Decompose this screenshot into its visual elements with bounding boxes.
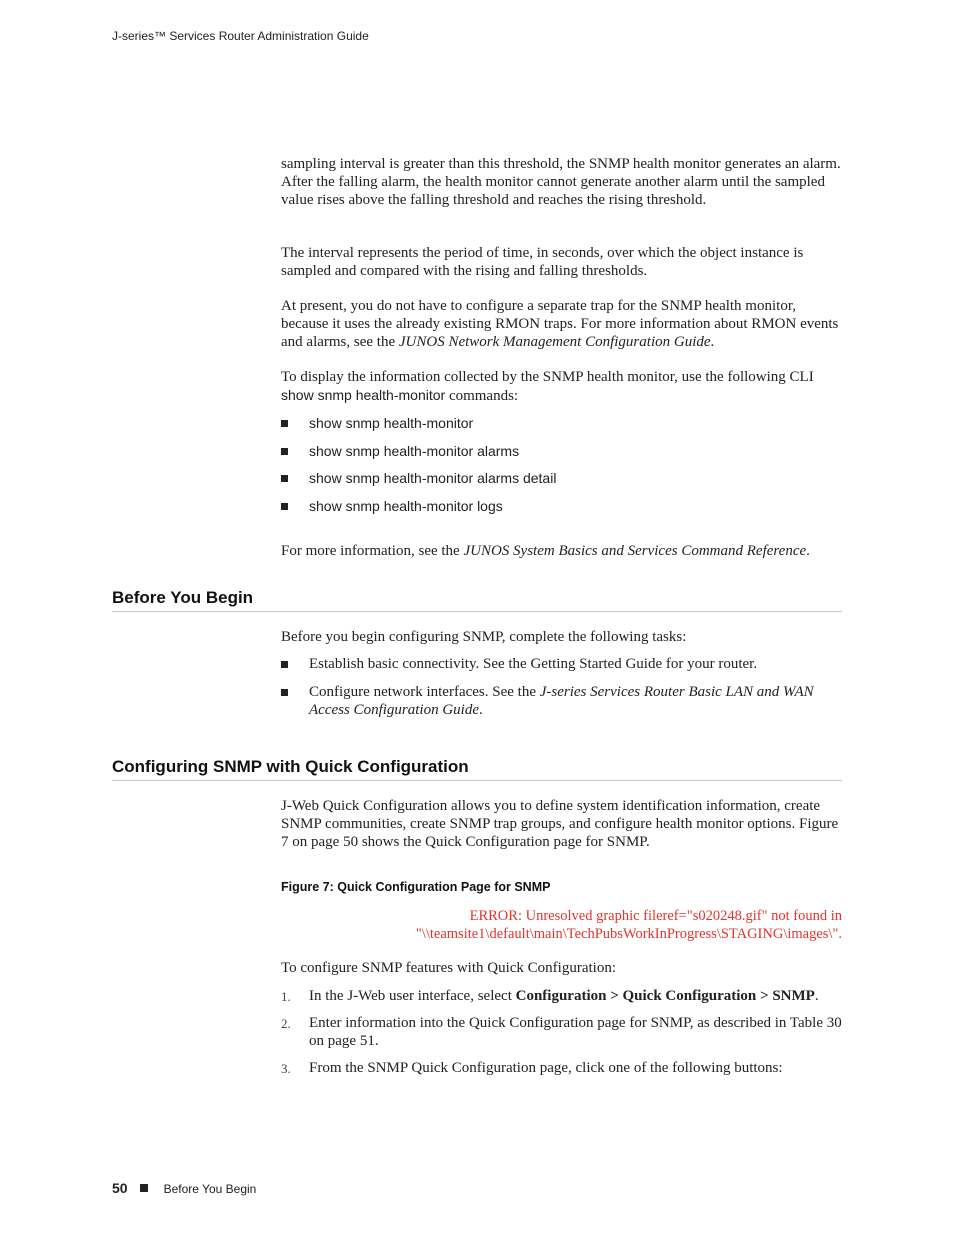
paragraph-text: . [710, 334, 715, 350]
list-item-text [309, 987, 842, 1005]
section-heading-text: Before You Begin [112, 588, 254, 607]
paragraph-text: To display the information collected by the SNMP health monitor, use the following CLI [281, 369, 814, 385]
doc-reference-link[interactable]: J-series Services Router Basic LAN and WAN Access Configuration Guide [309, 684, 814, 718]
section-heading-text: Configuring SNMP with Quick Configuration [112, 757, 469, 776]
paragraph-text: J-Web Quick Configuration allows you to define system identification information, create SNMP communities, create SNMP trap groups, and configure health monitor options. Figure 7 on page 50 shows the Quick Configuration page for SNMP. [281, 798, 839, 850]
paragraph-text: commands: [445, 388, 519, 404]
ui-menu-path: Configuration > Quick Configuration > SNMP [515, 988, 815, 1004]
paragraph-text: . [478, 702, 483, 718]
cli-command: show snmp health-monitor alarms detail [309, 470, 557, 486]
paragraph-more-info [281, 542, 842, 560]
step-number: 3. [281, 1061, 291, 1076]
paragraph-threshold [281, 155, 842, 209]
footer-square-icon [140, 1184, 148, 1192]
paragraph-text: For more information, see the [281, 543, 464, 559]
section-heading-quick-configuration [112, 757, 842, 781]
figure-caption: Figure 7: Quick Configuration Page for SNMP [281, 880, 551, 894]
error-line: ERROR: Unresolved graphic fileref="s020248.gif" not found in [469, 908, 842, 924]
footer-section-title: Before You Begin [163, 1182, 257, 1196]
bullet-square-icon [281, 661, 288, 668]
paragraph-text: In the J-Web user interface, select [309, 988, 516, 1004]
section-heading-before-you-begin [112, 588, 842, 612]
doc-reference-link[interactable]: JUNOS Network Management Configuration Guide [398, 334, 711, 350]
bullet-square-icon [281, 420, 288, 427]
paragraph-interval [281, 244, 842, 280]
paragraph-text: Before you begin configuring SNMP, complete the following tasks: [281, 629, 687, 645]
paragraph-text: . [806, 543, 810, 559]
paragraph-text: Configure network interfaces. See the [309, 684, 540, 700]
cli-command: show snmp health-monitor logs [309, 498, 503, 514]
cli-command: show snmp health-monitor alarms [309, 443, 520, 459]
step-number: 1. [281, 989, 291, 1004]
paragraph-text: To configure SNMP features with Quick Configuration: [281, 960, 617, 976]
step-number: 2. [281, 1016, 291, 1031]
paragraph-rmon-traps [281, 297, 842, 351]
list-item-text: From the SNMP Quick Configuration page, click one of the following buttons: [309, 1060, 783, 1076]
paragraph-before-lead [281, 628, 842, 646]
bullet-square-icon [281, 689, 288, 696]
list-item-text: Enter information into the Quick Configuration page for SNMP, as described in Table 30 on page 51. [309, 1015, 842, 1049]
bullet-square-icon [281, 503, 288, 510]
doc-reference-link[interactable]: JUNOS System Basics and Services Command Reference [463, 543, 807, 559]
paragraph-text: . [814, 988, 819, 1004]
page-number: 50 [112, 1180, 128, 1196]
running-header: J-series™ Services Router Administration Guide [112, 29, 369, 43]
paragraph-quick-lead [281, 959, 842, 977]
list-item-text [309, 683, 842, 719]
cli-command: show snmp health-monitor [309, 415, 474, 431]
paragraph-text: At present, you do not have to configure a separate trap for the SNMP health monitor, because it uses the already existing RMON traps. For more information about RMON events and alarms, see the [281, 298, 839, 350]
page-footer [112, 1180, 256, 1196]
unresolved-graphic-error [281, 907, 842, 943]
paragraph-text: sampling interval is greater than this threshold, the SNMP health monitor generates an alarm. After the falling alarm, the health monitor cannot generate another alarm until the sampled value rises above the falling threshold and reaches the rising threshold. [281, 156, 841, 208]
error-line: "\\teamsite1\default\main\TechPubsWorkInProgress\STAGING\images\". [415, 926, 842, 942]
cli-command: show snmp health-monitor [281, 387, 446, 403]
paragraph-text: The interval represents the period of time, in seconds, over which the object instance is sampled and compared with the rising and falling thresholds. [281, 245, 804, 279]
list-item-text: Establish basic connectivity. See the Getting Started Guide for your router. [309, 656, 758, 672]
bullet-square-icon [281, 448, 288, 455]
paragraph-display-info [281, 368, 842, 405]
bullet-square-icon [281, 475, 288, 482]
paragraph-quick-intro [281, 797, 842, 851]
